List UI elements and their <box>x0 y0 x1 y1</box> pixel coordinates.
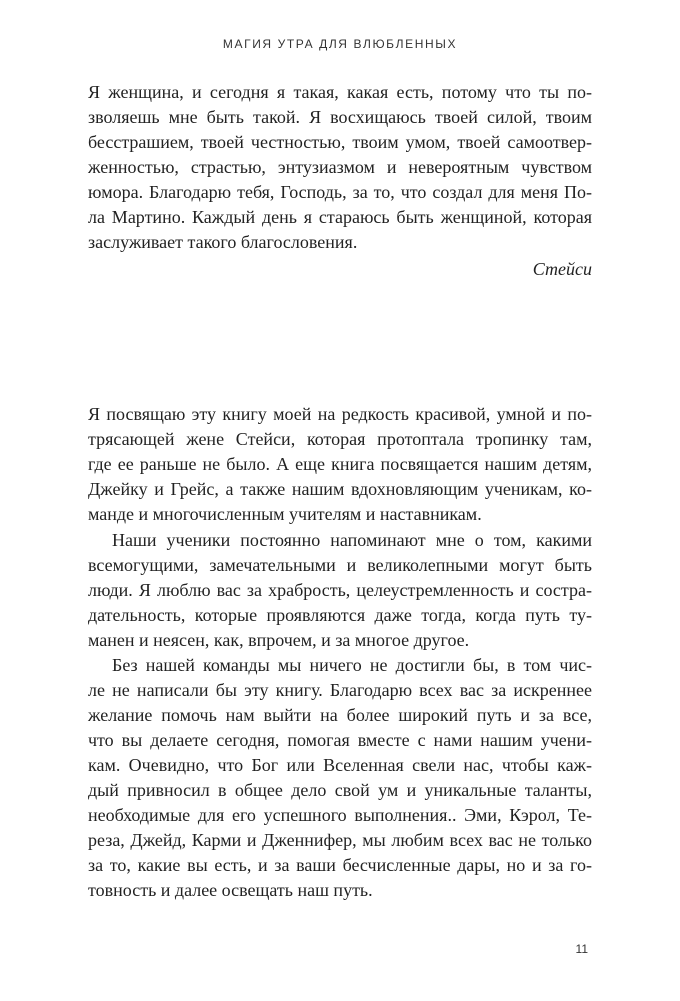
page-number: 11 <box>575 942 588 956</box>
text-line: ле не написали бы эту книгу. Благодарю всех вас за искреннее <box>88 680 592 700</box>
text-line: желание помочь нам выйти на более широкий путь и за все, <box>88 705 592 725</box>
text-line: Джейку и Грейс, а также нашим вдохновляющим ученикам, ко- <box>88 479 592 499</box>
signature: Стейси <box>532 259 592 279</box>
text-line: что вы делаете сегодня, помогая вместе с нами нашим учени- <box>88 730 592 750</box>
text-line: где ее раньше не было. А еще книга посвящается нашим детям, <box>88 454 592 474</box>
dedication-paragraph-2 <box>88 528 592 653</box>
text-line: юмора. Благодарю тебя, Господь, за то, что создал для меня По- <box>88 182 592 202</box>
text-line: всемогущими, замечательными и великолепными могут быть <box>88 555 592 575</box>
text-line: Без нашей команды мы ничего не достигли бы, в том чис- <box>112 655 592 675</box>
text-line: кам. Очевидно, что Бог или Вселенная свели нас, чтобы каж- <box>88 755 592 775</box>
text-line: трясающей жене Стейси, которая протоптала тропинку там, <box>88 429 592 449</box>
text-line: заслуживает такого благословения. <box>88 232 358 252</box>
dedication-paragraph-3 <box>88 653 592 903</box>
text-line: манен и неясен, как, впрочем, и за многое другое. <box>88 630 470 650</box>
text-line: дательность, которые проявляются даже тогда, когда путь ту- <box>88 605 592 625</box>
text-line: дый привносил в общее дело свой ум и уникальные таланты, <box>88 780 592 800</box>
text-line: женностью, страстью, энтузиазмом и невероятным чувством <box>88 157 592 177</box>
text-line: Наши ученики постоянно напоминают мне о том, какими <box>112 530 592 550</box>
text-line: товность и далее освещать наш путь. <box>88 880 373 900</box>
dedication-paragraph-1 <box>88 402 592 527</box>
dedication-paragraph-stacey <box>88 80 592 255</box>
text-line: за то, какие вы есть, и за ваши бесчисленные дары, но и за го- <box>88 855 592 875</box>
text-line: реза, Джейд, Карми и Дженнифер, мы любим всех вас не только <box>88 830 592 850</box>
text-line: Я женщина, и сегодня я такая, какая есть, потому что ты по- <box>88 82 592 102</box>
text-line: зволяешь мне быть такой. Я восхищаюсь твоей силой, твоим <box>88 107 592 127</box>
text-line: ла Мартино. Каждый день я стараюсь быть женщиной, которая <box>88 207 592 227</box>
text-line: бесстрашием, твоей честностью, твоим умом, твоей самоотвер- <box>88 132 592 152</box>
text-line: Я посвящаю эту книгу моей на редкость красивой, умной и по- <box>88 404 592 424</box>
text-line: люди. Я люблю вас за храбрость, целеустремленность и состра- <box>88 580 592 600</box>
running-title: МАГИЯ УТРА ДЛЯ ВЛЮБЛЕННЫХ <box>222 37 458 51</box>
text-line: манде и многочисленным учителям и наставникам. <box>88 504 482 524</box>
text-line: необходимые для его успешного выполнения.. Эми, Кэрол, Те- <box>88 805 592 825</box>
